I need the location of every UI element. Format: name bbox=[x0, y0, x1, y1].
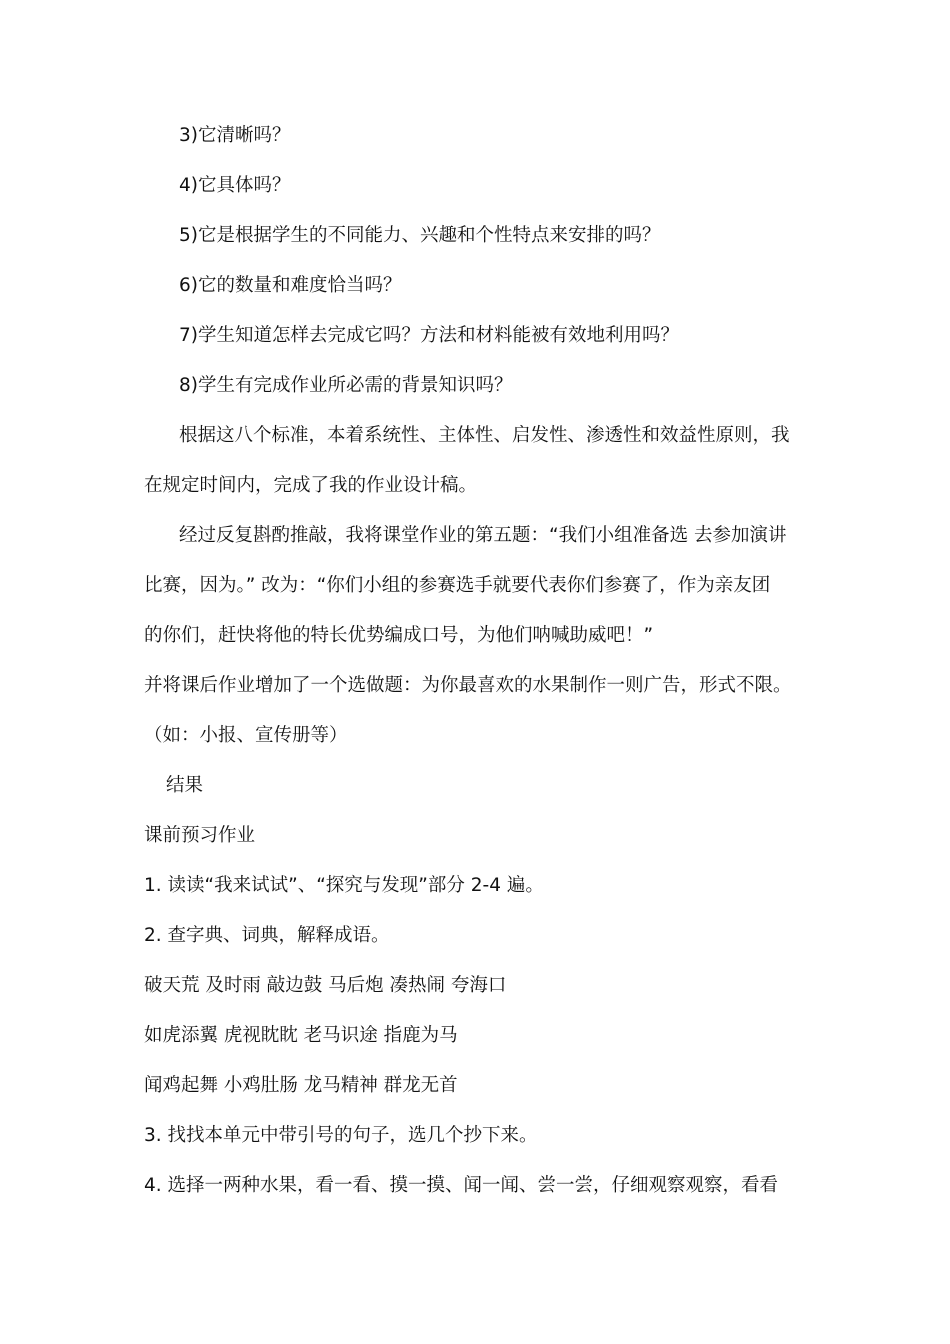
paragraph-line: 经过反复斟酌推敲，我将课堂作业的第五题：“我们小组准备选 去参加演讲 bbox=[179, 525, 787, 546]
task-item: 1. 读读“我来试试”、“探究与发现”部分 2-4 遍。 bbox=[144, 875, 544, 896]
paragraph-line: （如：小报、宣传册等） bbox=[144, 725, 348, 746]
paragraph-line: 比赛，因为。” 改为：“你们小组的参赛选手就要代表你们参赛了，作为亲友团 bbox=[144, 575, 771, 596]
criterion-3: 3)它清晰吗？ bbox=[179, 125, 291, 146]
paragraph-line: 根据这八个标准，本着系统性、主体性、启发性、渗透性和效益性原则，我 bbox=[179, 425, 790, 446]
task-item: 3. 找找本单元中带引号的句子，选几个抄下来。 bbox=[144, 1125, 538, 1146]
criterion-4: 4)它具体吗？ bbox=[179, 175, 291, 196]
paragraph-line: 并将课后作业增加了一个选做题：为你最喜欢的水果制作一则广告，形式不限。 bbox=[144, 675, 792, 696]
criterion-7: 7)学生知道怎样去完成它吗？方法和材料能被有效地利用吗？ bbox=[179, 325, 679, 346]
criterion-6: 6)它的数量和难度恰当吗？ bbox=[179, 275, 402, 296]
criterion-5: 5)它是根据学生的不同能力、兴趣和个性特点来安排的吗？ bbox=[179, 225, 661, 246]
criterion-8: 8)学生有完成作业所必需的背景知识吗？ bbox=[179, 375, 513, 396]
idiom-line: 如虎添翼 虎视眈眈 老马识途 指鹿为马 bbox=[144, 1025, 458, 1046]
paragraph-line: 在规定时间内，完成了我的作业设计稿。 bbox=[144, 475, 478, 496]
idiom-line: 闻鸡起舞 小鸡肚肠 龙马精神 群龙无首 bbox=[144, 1075, 458, 1096]
paragraph-line: 的你们，赶快将他的特长优势编成口号，为他们呐喊助威吧！” bbox=[144, 625, 654, 646]
idiom-line: 破天荒 及时雨 敲边鼓 马后炮 凑热闹 夸海口 bbox=[144, 975, 507, 996]
result-heading: 结果 bbox=[166, 775, 204, 796]
task-item: 4. 选择一两种水果，看一看、摸一摸、闻一闻、尝一尝，仔细观察观察，看看 bbox=[144, 1175, 779, 1196]
task-item: 2. 查字典、词典，解释成语。 bbox=[144, 925, 390, 946]
preview-heading: 课前预习作业 bbox=[144, 825, 256, 846]
